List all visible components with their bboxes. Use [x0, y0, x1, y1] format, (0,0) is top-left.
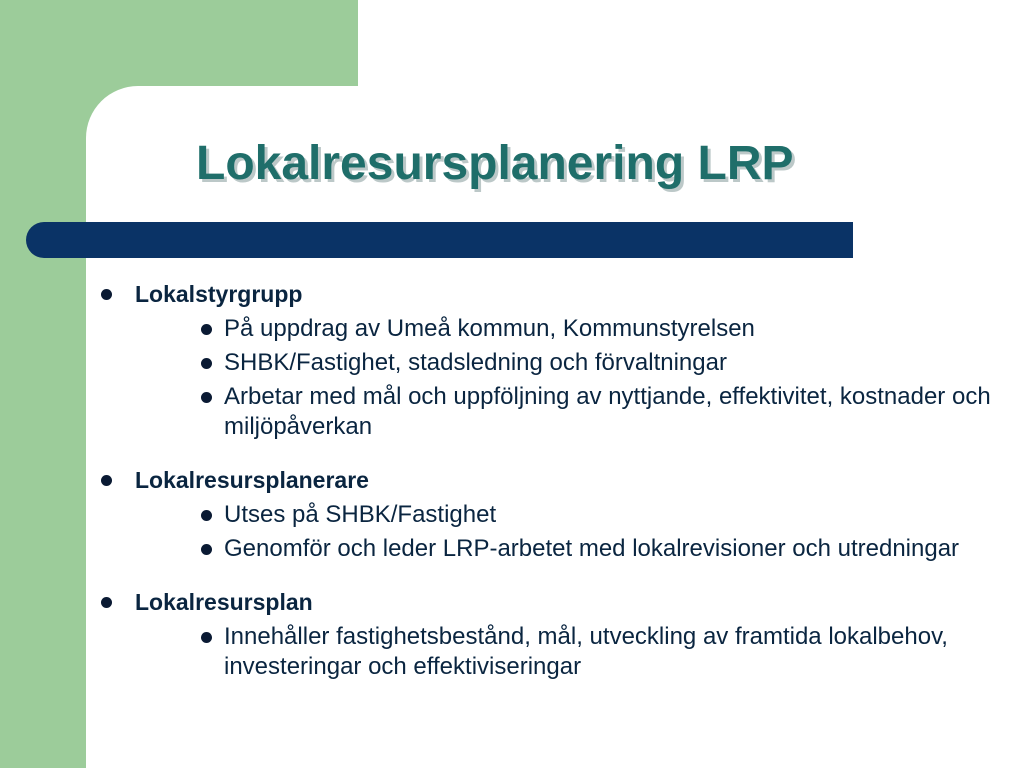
sub-bullet-item	[96, 500, 1006, 530]
bullet-heading-text: Lokalstyrgrupp	[135, 281, 303, 307]
bullet-dot-icon	[101, 475, 112, 486]
sub-bullet-list	[96, 500, 1006, 564]
sub-bullet-text: Utses på SHBK/Fastighet	[224, 501, 497, 528]
sub-bullet-text: På uppdrag av Umeå kommun, Kommunstyrelsen	[224, 315, 755, 342]
bullet-dot-icon	[201, 358, 212, 369]
bullet-heading	[96, 464, 1006, 496]
bullet-dot-icon	[101, 597, 112, 608]
sub-bullet-list	[96, 314, 1006, 442]
bullet-heading-text: Lokalresursplanerare	[135, 467, 369, 493]
bullet-heading-text: Lokalresursplan	[135, 589, 313, 615]
bullet-dot-icon	[201, 392, 212, 403]
sub-bullet-item	[96, 622, 1006, 682]
bullet-dot-icon	[201, 324, 212, 335]
bullet-dot-icon	[201, 510, 212, 521]
sub-bullet-text: Genomför och leder LRP-arbetet med lokalrevisioner och utredningar	[224, 535, 960, 562]
section-lokalstyrgrupp	[96, 278, 1006, 442]
bullet-dot-icon	[201, 632, 212, 643]
sub-bullet-text: Arbetar med mål och uppföljning av nyttjande, effektivitet, kostnader och miljöpåverkan	[224, 383, 991, 440]
sub-bullet-item	[96, 382, 1006, 442]
sub-bullet-text: SHBK/Fastighet, stadsledning och förvaltningar	[224, 349, 727, 376]
sub-bullet-list	[96, 622, 1006, 682]
sub-bullet-item	[96, 314, 1006, 344]
section-lokalresursplanerare	[96, 464, 1006, 564]
slide-title: Lokalresursplanering LRP	[196, 137, 794, 190]
sub-bullet-item	[96, 534, 1006, 564]
title-underline-bar	[26, 222, 853, 258]
sub-bullet-text: Innehåller fastighetsbestånd, mål, utveckling av framtida lokalbehov, investeringar och effektiviseringar	[224, 623, 948, 680]
sub-bullet-item	[96, 348, 1006, 378]
bullet-heading	[96, 586, 1006, 618]
bullet-dot-icon	[101, 289, 112, 300]
bullet-heading	[96, 278, 1006, 310]
bullet-content	[96, 278, 1006, 704]
bullet-dot-icon	[201, 544, 212, 555]
section-lokalresursplan	[96, 586, 1006, 682]
